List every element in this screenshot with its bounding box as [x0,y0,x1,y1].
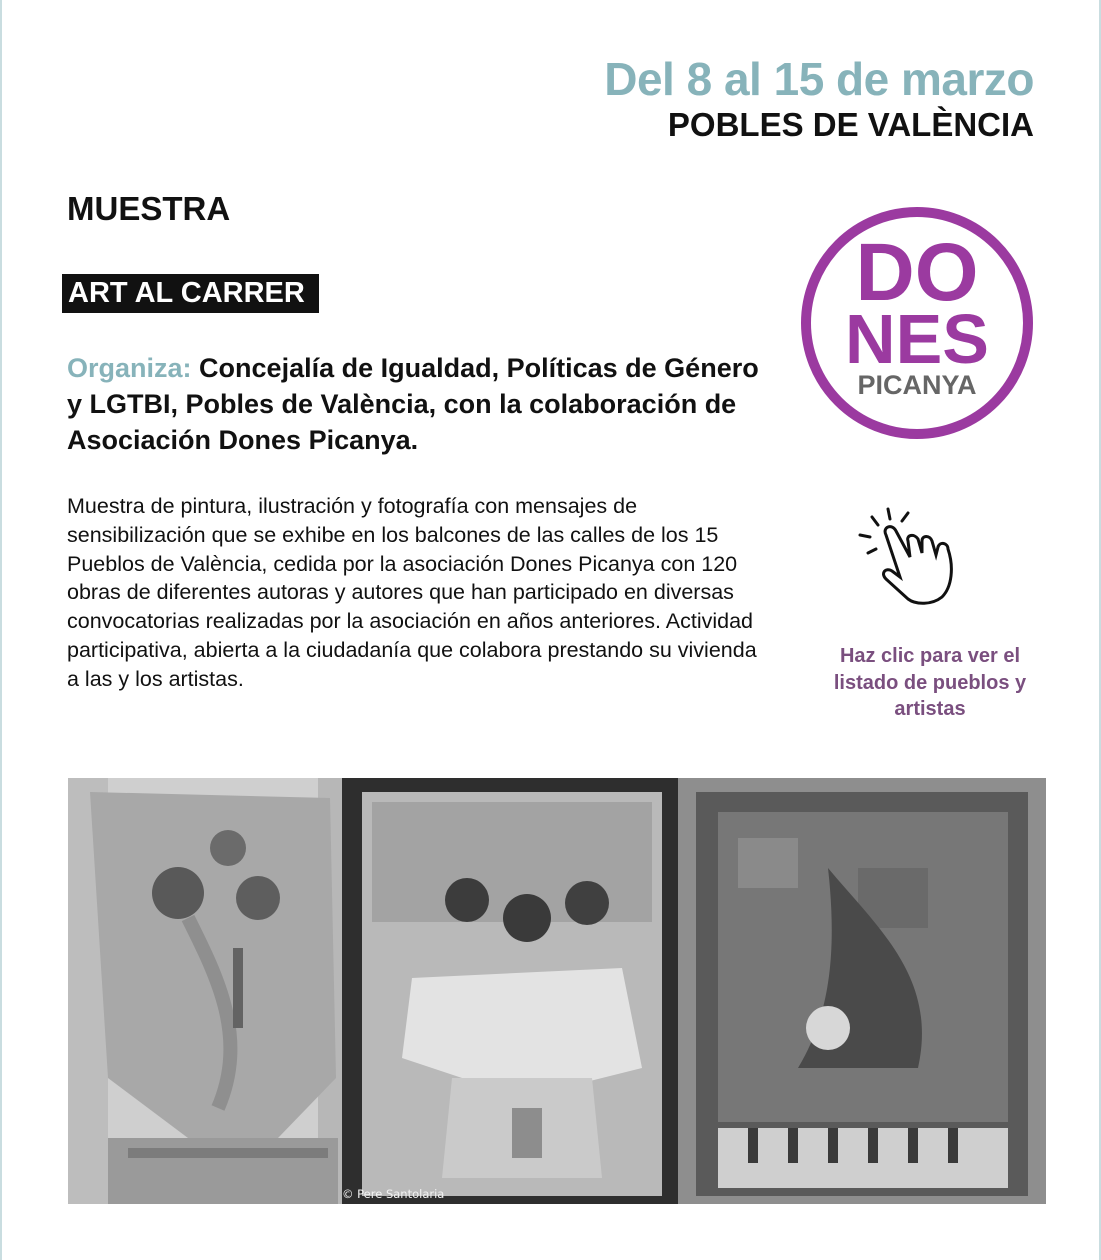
logo-text-nes: NES [845,300,989,378]
tap-hand-icon[interactable] [852,505,987,610]
artwork-photo-three-women [342,778,678,1204]
organizer-label: Organiza: [67,353,192,383]
page-edge-left [0,0,2,1260]
artists-list-link[interactable]: Haz clic para ver el listado de pueblos y artistas [833,645,1027,720]
organizer-text: Concejalía de Igualdad, Políticas de Género y LGTBI, Pobles de València, con la colaboración de Asociación Dones Picanya. [67,353,759,455]
artwork-photos [68,778,1046,1204]
event-description: Muestra de pintura, ilustración y fotografía con mensajes de sensibilización que se exhibe en los balcones de las calles de los 15 Pueblos de València, cedida por la asociación Dones Picanya con 120 obras de diferentes autoras y autores que han participado en diversas convocatorias realizadas por la asociación en años anteriores. Actividad participativa, abierta a la ciudadanía que colabora prestando su vivienda a las y los artistas. [67,494,757,691]
dones-picanya-logo [799,205,1035,441]
event-title: ART AL CARRER [62,274,319,313]
organizer-block [67,350,767,458]
logo-text-picanya: PICANYA [857,370,977,400]
event-date: Del 8 al 15 de marzo [604,53,1034,105]
section-label: MUESTRA [67,190,231,227]
photo-credit: © Pere Santolaria [342,1187,445,1201]
event-place: POBLES DE VALÈNCIA [667,106,1034,143]
logo-text-do: DO [855,227,979,318]
artwork-photo-shoe [678,778,1046,1204]
artwork-photo-floral [68,778,342,1204]
